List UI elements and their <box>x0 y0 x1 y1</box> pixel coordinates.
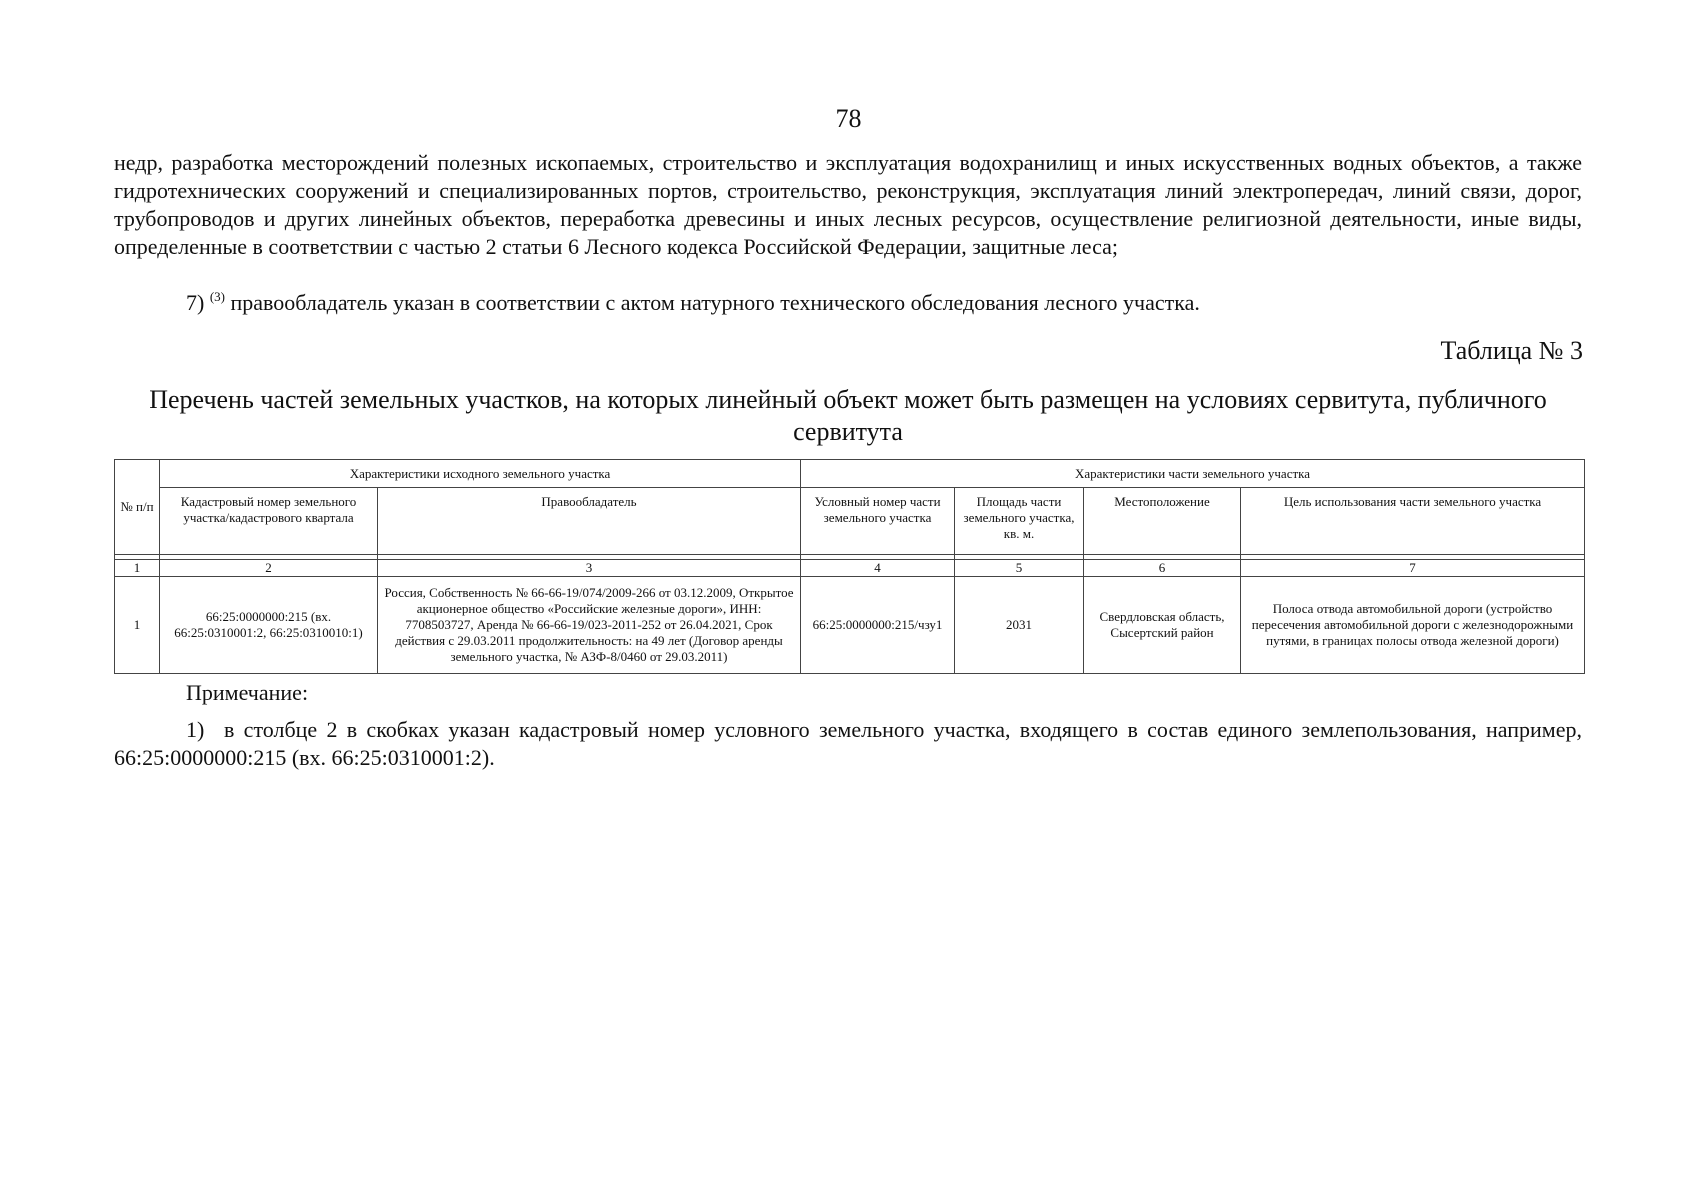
column-number: 5 <box>955 560 1084 577</box>
cell-purpose: Полоса отвода автомобильной дороги (устройство пересечения автомобильной дороги с железнодорожными путями, в границах полосы отвода железной дороги) <box>1241 577 1585 674</box>
note-item-1-text: в столбце 2 в скобках указан кадастровый номер условного земельного участка, входящего в состав единого землепользования, например, 66:25:0000000:215 (вх. 66:25:0310001:2). <box>114 717 1582 770</box>
cell-cadastral: 66:25:0000000:215 (вх. 66:25:0310001:2, 66:25:0310010:1) <box>160 577 378 674</box>
table-title: Перечень частей земельных участков, на которых линейный объект может быть размещен на условиях сервитута, публичного сервитута <box>149 385 1547 446</box>
column-number: 7 <box>1241 560 1585 577</box>
table-row <box>115 577 1585 674</box>
table-column-number-row <box>115 560 1585 577</box>
cell-conditional: 66:25:0000000:215/чзу1 <box>801 577 955 674</box>
cell-area: 2031 <box>955 577 1084 674</box>
table-group-header-row <box>115 460 1585 488</box>
column-number: 6 <box>1084 560 1241 577</box>
page-number: 78 <box>835 104 862 133</box>
header-group-source: Характеристики исходного земельного участка <box>160 460 801 488</box>
servitude-table <box>114 459 1585 674</box>
column-number: 3 <box>378 560 801 577</box>
cell-location: Свердловская область, Сысертский район <box>1084 577 1241 674</box>
column-number: 4 <box>801 560 955 577</box>
header-owner: Правообладатель <box>378 488 801 555</box>
header-purpose: Цель использования части земельного участка <box>1241 488 1585 555</box>
header-conditional: Условный номер части земельного участка <box>801 488 955 555</box>
cell-no: 1 <box>115 577 160 674</box>
list-item-7-number: 7) <box>186 290 205 315</box>
table-label: Таблица № 3 <box>1440 336 1583 365</box>
column-number: 1 <box>115 560 160 577</box>
note-item-1-marker: 1) <box>186 717 205 742</box>
intro-paragraph: недр, разработка месторождений полезных ископаемых, строительство и эксплуатация водохранилищ и иных искусственных водных объектов, а также гидротехнических сооружений и специализированных портов, строительство, реконструкция, эксплуатация линий электропередач, линий связи, дорог, трубопроводов и других линейных объектов, переработка древесины и иных лесных ресурсов, осуществление религиозной деятельности, иные виды, определенные в соответствии с частью 2 статьи 6 Лесного кодекса Российской Федерации, защитные леса; <box>114 150 1582 259</box>
header-location: Местоположение <box>1084 488 1241 555</box>
list-item-7-text: правообладатель указан в соответствии с актом натурного технического обследования лесного участка. <box>230 290 1200 315</box>
column-number: 2 <box>160 560 378 577</box>
footnote-marker: (3) <box>209 289 225 304</box>
header-no: № п/п <box>115 460 160 555</box>
list-item-7 <box>114 289 1582 317</box>
note-item-1 <box>114 716 1582 772</box>
header-cadastral: Кадастровый номер земельного участка/кадастрового квартала <box>160 488 378 555</box>
note-title: Примечание: <box>186 680 309 705</box>
table-header-row <box>115 488 1585 555</box>
header-group-part: Характеристики части земельного участка <box>801 460 1585 488</box>
cell-owner: Россия, Собственность № 66-66-19/074/2009-266 от 03.12.2009, Открытое акционерное общество «Российские железные дороги», ИНН: 7708503727, Аренда № 66-66-19/023-2011-252 от 26.04.2021, Срок действия с 29.03.2011 продолжительность: на 49 лет (Договор аренды земельного участка, № АЗФ-8/0460 от 29.03.2011) <box>378 577 801 674</box>
header-area: Площадь части земельного участка, кв. м. <box>955 488 1084 555</box>
